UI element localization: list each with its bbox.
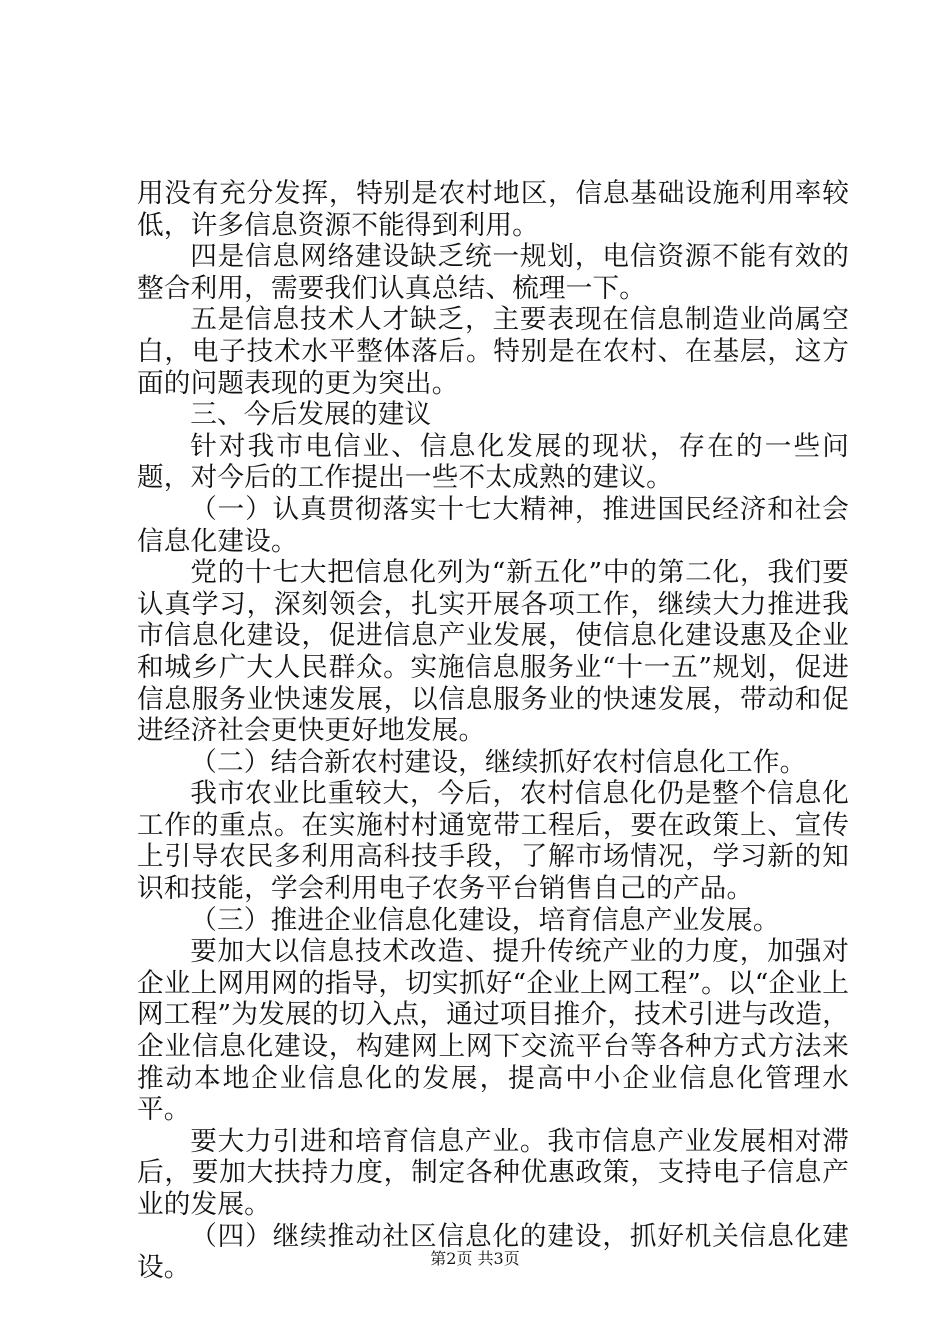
- paragraph-seventeenth-congress: 党的十七大把信息化列为“新五化”中的第二化，我们要认真学习，深刻领会，扎实开展各项工作，继续大力推进我市信息化建设，促进信息产业发展，使信息化建设惠及企业和城乡广大人民群众。实施信息服务业“十一五”规划，促进信息服务业快速发展，以信息服务业的快速发展，带动和促进经济社会更快更好地发展。: [137, 557, 849, 747]
- subheading-two: （二）结合新农村建设，继续抓好农村信息化工作。: [190, 746, 807, 778]
- document-body: [137, 178, 849, 1284]
- subheading-four: （四）继续推动社区信息化的建设，抓好机关信息化建设。: [137, 1220, 849, 1284]
- paragraph-continuation: 用没有充分发挥，特别是农村地区，信息基础设施利用率较低，许多信息资源不能得到利用。: [137, 178, 849, 241]
- paragraph-enterprise-online: 要加大以信息技术改造、提升传统产业的力度，加强对企业上网用网的指导，切实抓好“企业上网工程”。以“企业上网工程”为发展的切入点，通过项目推介，技术引进与改造，企业信息化建设，构建网上网下交流平台等各种方式方法来推动本地企业信息化的发展，提高中小企业信息化管理水平。: [137, 936, 849, 1126]
- paragraph-industry-cultivation: 要大力引进和培育信息产业。我市信息产业发展相对滞后，要加大扶持力度，制定各种优惠政策，支持电子信息产业的发展。: [137, 1125, 849, 1220]
- page-footer: 第2页 共3页: [430, 1249, 520, 1268]
- paragraph-point-five: 五是信息技术人才缺乏，主要表现在信息制造业尚属空白，电子技术水平整体落后。特别是在农村、在基层，这方面的问题表现的更为突出。: [137, 304, 849, 399]
- paragraph-point-four: 四是信息网络建设缺乏统一规划，电信资源不能有效的整合利用，需要我们认真总结、梳理一下。: [137, 241, 849, 304]
- subheading-three: （三）推进企业信息化建设，培育信息产业发展。: [190, 904, 780, 936]
- section-heading-suggestions: 三、今后发展的建议: [190, 399, 432, 431]
- paragraph-intro-suggestions: 针对我市电信业、信息化发展的现状，存在的一些问题，对今后的工作提出一些不太成熟的建议。: [137, 430, 849, 494]
- subheading-one: （一）认真贯彻落实十七大精神，推进国民经济和社会信息化建设。: [137, 493, 849, 557]
- paragraph-rural-informatization: 我市农业比重较大，今后，农村信息化仍是整个信息化工作的重点。在实施村村通宽带工程后，要在政策上、宣传上引导农民多利用高科技手段，了解市场情况，学习新的知识和技能，学会利用电子农务平台销售自己的产品。: [137, 778, 849, 905]
